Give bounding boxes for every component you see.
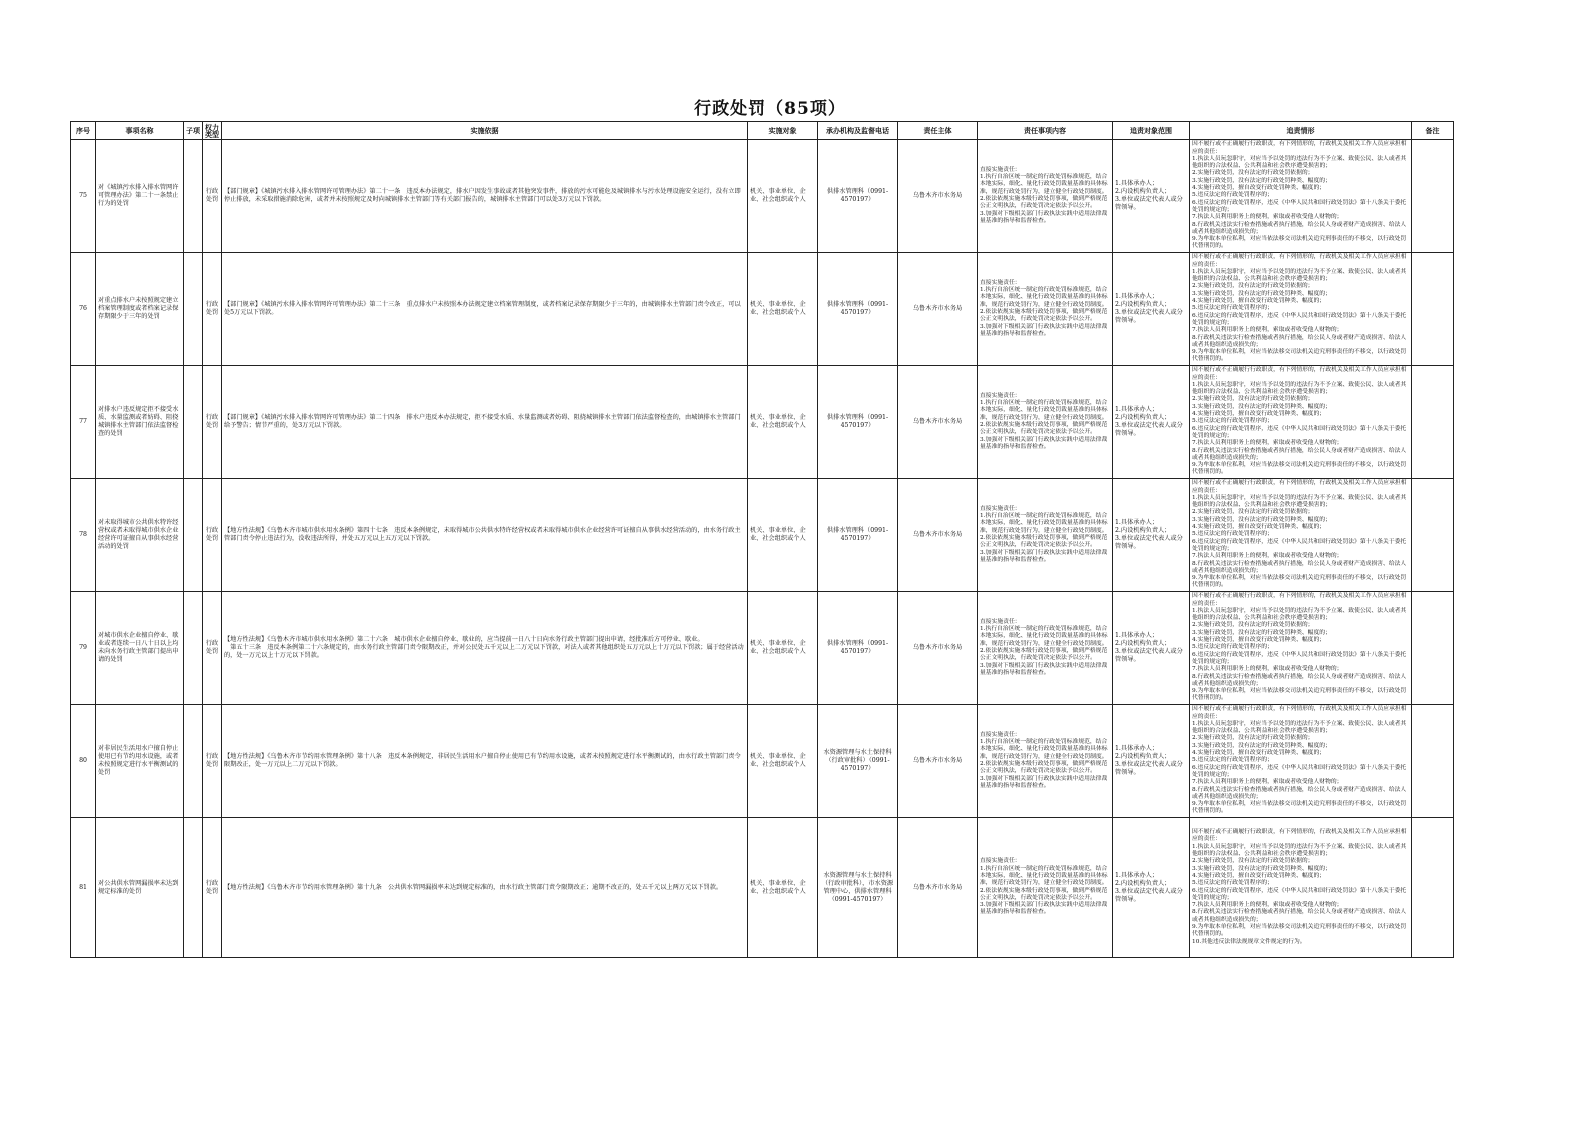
- cell-basis: 【部门规章】《城镇污水排入排水管网许可管理办法》第二十一条 违反本办法规定，排水户因发生事故或者其他突发事件，排放的污水可能危及城镇排水与污水处理设施安全运行，没有立即停止排放，未采取措施消除危害，或者并未按照规定及时向城镇排水主管部门等有关部门报告的，城镇排水主管部门可以处3万元以下罚款。: [222, 140, 748, 253]
- cell-name: 对重点排水户未按照规定建立档案管理制度或者档案记录保存期限少于三年的处罚: [96, 253, 184, 366]
- cell-sub: [184, 705, 203, 818]
- cell-subject: 乌鲁木齐市水务局: [898, 253, 978, 366]
- cell-sub: [184, 366, 203, 479]
- cell-note: [1412, 140, 1454, 253]
- cell-type: 行政处罚: [203, 140, 222, 253]
- cell-duty: 直接实施责任： 1.执行自治区统一制定的行政处罚标准规范，结合本地实际，细化、量化行政处罚裁量基准的具体标准，规范行政处罚行为，建立健全行政处罚制度。 2.依法依规实施本级行政处罚事项，做到严格规范公正文明执法，行政处罚决定依法予以公开。 3.加强对下级相关部门行政执法实践中适用法律裁量基准的指导和监督检查。: [978, 366, 1113, 479]
- cell-name: 对未取得城市公共供水特许经营权或者未取得城市供水企业经营许可证擅自从事供水经营活动的处罚: [96, 479, 184, 592]
- cell-agency: 水资源管理与水土保持科（行政审批科）（0991-4570197）: [818, 705, 898, 818]
- cell-type: 行政处罚: [203, 705, 222, 818]
- header-agency: 承办机构及监督电话: [818, 122, 898, 140]
- cell-name: 对非居民生活用水户擅自停止使用已有节约用水设施，或者未按照规定进行水平衡测试的处罚: [96, 705, 184, 818]
- cell-basis: 【地方性法规】《乌鲁木齐市城市供水用水条例》第二十六条 城市供水企业擅自停业、歇业的，应当提前一日八十日向水务行政主管部门提出申请，经批准后方可停业、歇业。 第五十三条 违反本条例第二十六条规定的，由水务行政主管部门责令限期改正，并对公民处五千元以上二万元以下罚款，对法人或者其他组织处五万元以上十万元以下罚款；属于经营活动的，处一万元以上十万元以下罚款。: [222, 592, 748, 705]
- cell-seq: 81: [71, 818, 96, 958]
- cell-sub: [184, 140, 203, 253]
- table-row: [71, 592, 1454, 705]
- header-sub: 子项: [184, 122, 203, 140]
- cell-agency: 水资源管理与水土保持科（行政审批科），市水资源管理中心，供排水管理科（0991-4570197）: [818, 818, 898, 958]
- cell-sub: [184, 253, 203, 366]
- cell-seq: 76: [71, 253, 96, 366]
- cell-scope: 1.具体承办人； 2.内设机构负责人； 3.单位或法定代表人或分管领导。: [1113, 366, 1190, 479]
- cell-agency: 供排水管理科（0991-4570197）: [818, 592, 898, 705]
- cell-situation: 因不履行或不正确履行行政职责，有下列情形的，行政机关及相关工作人员应承担相应的责任： 1.执法人员玩忽职守，对应当予以处罚的违法行为不予立案、致使公民、法人或者其他组织的合法权益、公共利益和社会秩序遭受损害的； 2.实施行政处罚，没有法定的行政处罚依据的； 3.实施行政处罚，没有法定的行政处罚种类、幅度的； 4.实施行政处罚，擅自改变行政处罚种类、幅度的； 5.违反法定的行政处罚程序的； 6.违反法定的行政处罚程序，违反《中华人民共和国行政处罚法》第十八条关于委托处罚的规定的； 7.执法人员利用职务上的便利，索取或者收受他人财物的； 8.行政机关违法实行检查措施或者执行措施，给公民人身或者财产造成损害、给法人或者其他组织造成损失的； 9.为牟取本单位私利，对应当依法移交司法机关追究刑事责任的不移交，以行政处罚代替刑罚的。: [1190, 705, 1412, 818]
- cell-subject: 乌鲁木齐市水务局: [898, 818, 978, 958]
- cell-situation: 因不履行或不正确履行行政职责，有下列情形的，行政机关及相关工作人员应承担相应的责任： 1.执法人员玩忽职守，对应当予以处罚的违法行为不予立案、致使公民、法人或者其他组织的合法权益、公共利益和社会秩序遭受损害的； 2.实施行政处罚，没有法定的行政处罚依据的； 3.实施行政处罚，没有法定的行政处罚种类、幅度的； 4.实施行政处罚，擅自改变行政处罚种类、幅度的； 5.违反法定的行政处罚程序的； 6.违反法定的行政处罚程序，违反《中华人民共和国行政处罚法》第十八条关于委托处罚的规定的； 7.执法人员利用职务上的便利，索取或者收受他人财物的； 8.行政机关违法实行检查措施或者执行措施，给公民人身或者财产造成损害、给法人或者其他组织造成损失的； 9.为牟取本单位私利，对应当依法移交司法机关追究刑事责任的不移交，以行政处罚代替刑罚的。: [1190, 366, 1412, 479]
- header-situation: 追责情形: [1190, 122, 1412, 140]
- cell-type: 行政处罚: [203, 366, 222, 479]
- cell-type: 行政处罚: [203, 818, 222, 958]
- cell-name: 对城市供水企业擅自停业、歇业或者连续一日八十日以上均未向水务行政主管部门提出申请的处罚: [96, 592, 184, 705]
- cell-subject: 乌鲁木齐市水务局: [898, 592, 978, 705]
- cell-agency: 供排水管理科（0991-4570197）: [818, 253, 898, 366]
- penalty-table: [70, 121, 1454, 958]
- cell-note: [1412, 818, 1454, 958]
- cell-note: [1412, 705, 1454, 818]
- cell-scope: 1.具体承办人； 2.内设机构负责人； 3.单位或法定代表人或分管领导。: [1113, 705, 1190, 818]
- cell-basis: 【地方性法规】《乌鲁木齐市节约用水管理条例》第十九条 公共供水管网漏损率未达到规定标准的，由水行政主管部门责令限期改正；逾期不改正的，处五千元以上两万元以下罚款。: [222, 818, 748, 958]
- cell-seq: 75: [71, 140, 96, 253]
- cell-target: 机关、事业单位、企业、社会组织或个人: [748, 479, 818, 592]
- cell-seq: 80: [71, 705, 96, 818]
- header-basis: 实施依据: [222, 122, 748, 140]
- table-row: [71, 253, 1454, 366]
- cell-seq: 77: [71, 366, 96, 479]
- header-type: 权力类型: [203, 122, 222, 140]
- cell-name: 对《城镇污水排入排水管网许可管理办法》第二十一条禁止行为的处罚: [96, 140, 184, 253]
- header-name: 事项名称: [96, 122, 184, 140]
- cell-subject: 乌鲁木齐市水务局: [898, 366, 978, 479]
- cell-note: [1412, 479, 1454, 592]
- cell-basis: 【地方性法规】《乌鲁木齐市城市供水用水条例》第四十七条 违反本条例规定，未取得城市公共供水特许经营权或者未取得城市供水企业经营许可证擅自从事供水经营活动的，由水务行政主管部门责令停止违法行为，没收违法所得，并处五万元以上五万元以下罚款。: [222, 479, 748, 592]
- cell-situation: 因不履行或不正确履行行政职责，有下列情形的，行政机关及相关工作人员应承担相应的责任： 1.执法人员玩忽职守，对应当予以处罚的违法行为不予立案、致使公民、法人或者其他组织的合法权益、公共利益和社会秩序遭受损害的； 2.实施行政处罚，没有法定的行政处罚依据的； 3.实施行政处罚，没有法定的行政处罚种类、幅度的； 4.实施行政处罚，擅自改变行政处罚种类、幅度的； 5.违反法定的行政处罚程序的； 6.违反法定的行政处罚程序，违反《中华人民共和国行政处罚法》第十八条关于委托处罚的规定的； 7.执法人员利用职务上的便利，索取或者收受他人财物的； 8.行政机关违法实行检查措施或者执行措施，给公民人身或者财产造成损害、给法人或者其他组织造成损失的； 9.为牟取本单位私利，对应当依法移交司法机关追究刑事责任的不移交，以行政处罚代替刑罚的。 10.其他违反法律法规规章文件规定的行为。: [1190, 818, 1412, 958]
- cell-situation: 因不履行或不正确履行行政职责，有下列情形的，行政机关及相关工作人员应承担相应的责任： 1.执法人员玩忽职守，对应当予以处罚的违法行为不予立案、致使公民、法人或者其他组织的合法权益、公共利益和社会秩序遭受损害的； 2.实施行政处罚，没有法定的行政处罚依据的； 3.实施行政处罚，没有法定的行政处罚种类、幅度的； 4.实施行政处罚，擅自改变行政处罚种类、幅度的； 5.违反法定的行政处罚程序的； 6.违反法定的行政处罚程序，违反《中华人民共和国行政处罚法》第十八条关于委托处罚的规定的； 7.执法人员利用职务上的便利，索取或者收受他人财物的； 8.行政机关违法实行检查措施或者执行措施，给公民人身或者财产造成损害、给法人或者其他组织造成损失的； 9.为牟取本单位私利，对应当依法移交司法机关追究刑事责任的不移交，以行政处罚代替刑罚的。: [1190, 592, 1412, 705]
- cell-scope: 1.具体承办人； 2.内设机构负责人； 3.单位或法定代表人或分管领导。: [1113, 140, 1190, 253]
- cell-duty: 直接实施责任： 1.执行自治区统一制定的行政处罚标准规范，结合本地实际，细化、量化行政处罚裁量基准的具体标准，规范行政处罚行为，建立健全行政处罚制度。 2.依法依规实施本级行政处罚事项，做到严格规范公正文明执法，行政处罚决定依法予以公开。 3.加强对下级相关部门行政执法实践中适用法律裁量基准的指导和监督检查。: [978, 479, 1113, 592]
- cell-basis: 【地方性法规】《乌鲁木齐市节约用水管理条例》第十八条 违反本条例规定，非居民生活用水户擅自停止使用已有节约用水设施，或者未按照规定进行水平衡测试的，由水行政主管部门责令限期改正，处一万元以上二万元以下罚款。: [222, 705, 748, 818]
- cell-note: [1412, 592, 1454, 705]
- cell-agency: 供排水管理科（0991-4570197）: [818, 366, 898, 479]
- cell-name: 对公共供水管网漏损率未达到规定标准的处罚: [96, 818, 184, 958]
- cell-basis: 【部门规章】《城镇污水排入排水管网许可管理办法》第二十三条 重点排水户未按照本办法规定建立档案管理制度，或者档案记录保存期限少于三年的，由城镇排水主管部门责令改正，可以处5万元以下罚款。: [222, 253, 748, 366]
- cell-subject: 乌鲁木齐市水务局: [898, 140, 978, 253]
- cell-target: 机关、事业单位、企业、社会组织或个人: [748, 705, 818, 818]
- cell-agency: 供排水管理科（0991-4570197）: [818, 140, 898, 253]
- header-note: 备注: [1412, 122, 1454, 140]
- cell-note: [1412, 366, 1454, 479]
- cell-sub: [184, 818, 203, 958]
- cell-sub: [184, 592, 203, 705]
- cell-situation: 因不履行或不正确履行行政职责，有下列情形的，行政机关及相关工作人员应承担相应的责任： 1.执法人员玩忽职守，对应当予以处罚的违法行为不予立案、致使公民、法人或者其他组织的合法权益、公共利益和社会秩序遭受损害的； 2.实施行政处罚，没有法定的行政处罚依据的； 3.实施行政处罚，没有法定的行政处罚种类、幅度的； 4.实施行政处罚，擅自改变行政处罚种类、幅度的； 5.违反法定的行政处罚程序的； 6.违反法定的行政处罚程序，违反《中华人民共和国行政处罚法》第十八条关于委托处罚的规定的； 7.执法人员利用职务上的便利，索取或者收受他人财物的； 8.行政机关违法实行检查措施或者执行措施，给公民人身或者财产造成损害、给法人或者其他组织造成损失的； 9.为牟取本单位私利，对应当依法移交司法机关追究刑事责任的不移交，以行政处罚代替刑罚的。: [1190, 140, 1412, 253]
- cell-seq: 78: [71, 479, 96, 592]
- table-row: [71, 705, 1454, 818]
- cell-name: 对排水户违反规定拒不接受水质、水量监测或者妨碍、阻挠城镇排水主管部门依法监督检查的处罚: [96, 366, 184, 479]
- cell-type: 行政处罚: [203, 592, 222, 705]
- cell-target: 机关、事业单位、企业、社会组织或个人: [748, 140, 818, 253]
- cell-note: [1412, 253, 1454, 366]
- cell-situation: 因不履行或不正确履行行政职责，有下列情形的，行政机关及相关工作人员应承担相应的责任： 1.执法人员玩忽职守，对应当予以处罚的违法行为不予立案、致使公民、法人或者其他组织的合法权益、公共利益和社会秩序遭受损害的； 2.实施行政处罚，没有法定的行政处罚依据的； 3.实施行政处罚，没有法定的行政处罚种类、幅度的； 4.实施行政处罚，擅自改变行政处罚种类、幅度的； 5.违反法定的行政处罚程序的； 6.违反法定的行政处罚程序，违反《中华人民共和国行政处罚法》第十八条关于委托处罚的规定的； 7.执法人员利用职务上的便利，索取或者收受他人财物的； 8.行政机关违法实行检查措施或者执行措施，给公民人身或者财产造成损害、给法人或者其他组织造成损失的； 9.为牟取本单位私利，对应当依法移交司法机关追究刑事责任的不移交，以行政处罚代替刑罚的。: [1190, 479, 1412, 592]
- cell-situation: 因不履行或不正确履行行政职责，有下列情形的，行政机关及相关工作人员应承担相应的责任： 1.执法人员玩忽职守，对应当予以处罚的违法行为不予立案、致使公民、法人或者其他组织的合法权益、公共利益和社会秩序遭受损害的； 2.实施行政处罚，没有法定的行政处罚依据的； 3.实施行政处罚，没有法定的行政处罚种类、幅度的； 4.实施行政处罚，擅自改变行政处罚种类、幅度的； 5.违反法定的行政处罚程序的； 6.违反法定的行政处罚程序，违反《中华人民共和国行政处罚法》第十八条关于委托处罚的规定的； 7.执法人员利用职务上的便利，索取或者收受他人财物的； 8.行政机关违法实行检查措施或者执行措施，给公民人身或者财产造成损害、给法人或者其他组织造成损失的； 9.为牟取本单位私利，对应当依法移交司法机关追究刑事责任的不移交，以行政处罚代替刑罚的。: [1190, 253, 1412, 366]
- cell-target: 机关、事业单位、企业、社会组织或个人: [748, 366, 818, 479]
- cell-duty: 直接实施责任： 1.执行自治区统一制定的行政处罚标准规范，结合本地实际，细化、量化行政处罚裁量基准的具体标准，规范行政处罚行为，建立健全行政处罚制度。 2.依法依规实施本级行政处罚事项，做到严格规范公正文明执法，行政处罚决定依法予以公开。 3.加强对下级相关部门行政执法实践中适用法律裁量基准的指导和监督检查。: [978, 705, 1113, 818]
- cell-type: 行政处罚: [203, 479, 222, 592]
- table-row: [71, 479, 1454, 592]
- cell-subject: 乌鲁木齐市水务局: [898, 479, 978, 592]
- cell-target: 机关、事业单位、企业、社会组织或个人: [748, 818, 818, 958]
- cell-type: 行政处罚: [203, 253, 222, 366]
- cell-target: 机关、事业单位、企业、社会组织或个人: [748, 592, 818, 705]
- header-scope: 追责对象范围: [1113, 122, 1190, 140]
- cell-duty: 直接实施责任： 1.执行自治区统一制定的行政处罚标准规范，结合本地实际，细化、量化行政处罚裁量基准的具体标准，规范行政处罚行为，建立健全行政处罚制度。 2.依法依规实施本级行政处罚事项，做到严格规范公正文明执法，行政处罚决定依法予以公开。 3.加强对下级相关部门行政执法实践中适用法律裁量基准的指导和监督检查。: [978, 592, 1113, 705]
- header-target: 实施对象: [748, 122, 818, 140]
- cell-scope: 1.具体承办人； 2.内设机构负责人； 3.单位或法定代表人或分管领导。: [1113, 253, 1190, 366]
- header-duty: 责任事项内容: [978, 122, 1113, 140]
- cell-scope: 1.具体承办人； 2.内设机构负责人； 3.单位或法定代表人或分管领导。: [1113, 592, 1190, 705]
- header-seq: 序号: [71, 122, 96, 140]
- cell-agency: 供排水管理科（0991-4570197）: [818, 479, 898, 592]
- cell-duty: 直接实施责任： 1.执行自治区统一制定的行政处罚标准规范，结合本地实际，细化、量化行政处罚裁量基准的具体标准，规范行政处罚行为，建立健全行政处罚制度。 2.依法依规实施本级行政处罚事项，做到严格规范公正文明执法，行政处罚决定依法予以公开。 3.加强对下级相关部门行政执法实践中适用法律裁量基准的指导和监督检查。: [978, 818, 1113, 958]
- cell-scope: 1.具体承办人； 2.内设机构负责人； 3.单位或法定代表人或分管领导。: [1113, 818, 1190, 958]
- header-subject: 责任主体: [898, 122, 978, 140]
- cell-basis: 【部门规章】《城镇污水排入排水管网许可管理办法》第二十四条 排水户违反本办法规定，拒不接受水质、水量监测或者妨碍、阻挠城镇排水主管部门依法监督检查的，由城镇排水主管部门给予警告；情节严重的，处3万元以下罚款。: [222, 366, 748, 479]
- cell-duty: 直接实施责任： 1.执行自治区统一制定的行政处罚标准规范，结合本地实际，细化、量化行政处罚裁量基准的具体标准，规范行政处罚行为，建立健全行政处罚制度。 2.依法依规实施本级行政处罚事项，做到严格规范公正文明执法，行政处罚决定依法予以公开。 3.加强对下级相关部门行政执法实践中适用法律裁量基准的指导和监督检查。: [978, 140, 1113, 253]
- table-row: [71, 366, 1454, 479]
- cell-scope: 1.具体承办人； 2.内设机构负责人； 3.单位或法定代表人或分管领导。: [1113, 479, 1190, 592]
- cell-duty: 直接实施责任： 1.执行自治区统一制定的行政处罚标准规范，结合本地实际，细化、量化行政处罚裁量基准的具体标准，规范行政处罚行为，建立健全行政处罚制度。 2.依法依规实施本级行政处罚事项，做到严格规范公正文明执法，行政处罚决定依法予以公开。 3.加强对下级相关部门行政执法实践中适用法律裁量基准的指导和监督检查。: [978, 253, 1113, 366]
- header-row: [71, 122, 1454, 140]
- table-row: [71, 140, 1454, 253]
- cell-sub: [184, 479, 203, 592]
- page-title: 行政处罚（85项）: [694, 99, 846, 119]
- cell-seq: 79: [71, 592, 96, 705]
- table-row: [71, 818, 1454, 958]
- cell-target: 机关、事业单位、企业、社会组织或个人: [748, 253, 818, 366]
- cell-subject: 乌鲁木齐市水务局: [898, 705, 978, 818]
